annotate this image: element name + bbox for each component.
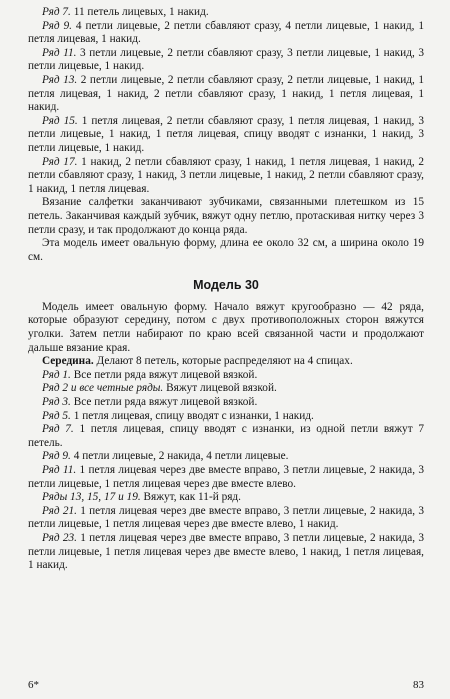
row-paragraph [28, 396, 424, 410]
row-text: 4 петли лицевые, 2 накида, 4 петли лицевые. [70, 450, 289, 463]
row-label: Ряды 13, 15, 17 и 19. [42, 491, 141, 504]
row-text: 1 петля лицевая через две вместе вправо, 3 петли лицевые, 2 накида, 3 петли лицевые, 1 петля лицевая через две вместе влево, 1 накид, 1 петля лицевая, 1 накид. [28, 531, 425, 572]
row-paragraph [28, 20, 424, 47]
row-paragraph [28, 505, 424, 532]
row-label: Ряд 13. [42, 73, 78, 86]
row-text: 4 петли лицевые, 2 петли сбавляют сразу, 4 петли лицевые, 1 накид, 1 петля лицевая, 1 накид. [28, 19, 424, 46]
section-heading: Модель 30 [193, 278, 259, 293]
row-paragraph [28, 532, 424, 573]
row-text: 1 петля лицевая, спицу вводят с изнанки, 1 накид. [70, 409, 314, 422]
row-text: 1 накид, 2 петли сбавляют сразу, 1 накид, 1 петля лицевая, 1 накид, 2 петли сбавляют сразу, 1 накид, 3 петли лицевые, 1 накид, 2 петли сбавляют сразу, 1 накид, 1 петля лицевая. [28, 155, 424, 195]
row-paragraph [28, 450, 424, 464]
row-label: Ряд 17. [42, 155, 78, 168]
row-paragraph [28, 491, 424, 505]
row-paragraph [28, 369, 424, 383]
row-text: 3 петли лицевые, 2 петли сбавляют сразу, 3 петли лицевые, 1 накид, 3 петли лицевые, 1 накид. [28, 46, 424, 73]
row-paragraph [28, 115, 424, 156]
row-label: Ряд 11. [42, 464, 77, 476]
row-label: Ряд 21. [42, 504, 77, 517]
middle-label: Середина. [42, 355, 94, 368]
row-paragraph [28, 423, 424, 450]
row-label: Ряд 2 и все четные ряды. [42, 382, 164, 395]
row-label: Ряд 7. [42, 6, 71, 18]
row-label: Ряд 15. [42, 114, 78, 127]
row-paragraph [28, 156, 424, 197]
rows-list-top [28, 6, 424, 196]
finish-paragraph: Вязание салфетки заканчивают зубчиками, связанными плетешком из 15 петель. Заканчивая каждый зубчик, вяжут одну петлю, протаскивая нитку через 3 петли сразу, и так продолжают до конца ряда. [28, 196, 424, 236]
row-paragraph [28, 410, 424, 424]
row-text: 1 петля лицевая, 2 петли сбавляют сразу, 1 петля лицевая, 1 накид, 3 петли лицевые, 1 накид, 1 петля лицевая, спицу вводят с изнанки, 1 накид, 3 петли лицевые, 1 накид. [28, 114, 425, 154]
row-paragraph [28, 6, 424, 20]
row-paragraph [28, 382, 424, 396]
row-label: Ряд 1. [42, 368, 71, 381]
page-number: 83 [413, 679, 424, 692]
row-label: Ряд 9. [42, 19, 72, 32]
row-text: 1 петля лицевая через две вместе вправо, 3 петли лицевые, 2 накида, 3 петли лицевые, 1 петля лицевая через две вместе влево, 1 накид. [28, 504, 425, 531]
row-text: Все петли ряда вяжут лицевой вязкой. [70, 368, 258, 381]
page-footer [0, 679, 450, 693]
row-text: Вяжут лицевой вязкой. [163, 382, 277, 395]
row-text: 2 петли лицевые, 2 петли сбавляют сразу, 2 петли лицевые, 1 накид, 1 петля лицевая, 1 накид, 2 петли сбавляют сразу, 1 накид, 1 петля лицевая, 1 накид. [28, 73, 425, 114]
middle-paragraph [28, 355, 424, 369]
row-text: 11 петель лицевых, 1 накид. [70, 6, 209, 18]
row-paragraph [28, 464, 424, 491]
row-paragraph [28, 74, 424, 115]
row-label: Ряд 7. [42, 423, 74, 436]
row-text: 1 петля лицевая через две вместе вправо, 3 петли лицевые, 2 накида, 3 петли лицевые, 1 петля лицевая через две вместе влево. [28, 464, 424, 490]
row-paragraph [28, 47, 424, 74]
row-text: Вяжут, как 11-й ряд. [140, 491, 241, 504]
row-text: Все петли ряда вяжут лицевой вязкой. [70, 396, 258, 409]
row-label: Ряд 11. [42, 46, 77, 59]
shape-paragraph: Эта модель имеет овальную форму, длина ее около 32 см, а ширина около 19 см. [28, 237, 424, 263]
rows-list-bottom [28, 369, 424, 573]
middle-text: Делают 8 петель, которые распределяют на 4 спицах. [93, 355, 353, 368]
row-label: Ряд 23. [42, 531, 77, 544]
signature-mark: 6* [28, 679, 39, 692]
row-label: Ряд 9. [42, 450, 71, 463]
intro-paragraph: Модель имеет овальную форму. Начало вяжут кругообразно — 42 ряда, которые образуют середину, потом с двух противоположных сторон вяжутся уголки. Затем петли набирают по краю всей связанной части и продолжают дальше вязание края. [28, 300, 424, 354]
row-label: Ряд 5. [42, 409, 71, 422]
row-text: 1 петля лицевая, спицу вводят с изнанки, из одной петли вяжут 7 петель. [28, 423, 424, 449]
row-label: Ряд 3. [42, 396, 71, 409]
